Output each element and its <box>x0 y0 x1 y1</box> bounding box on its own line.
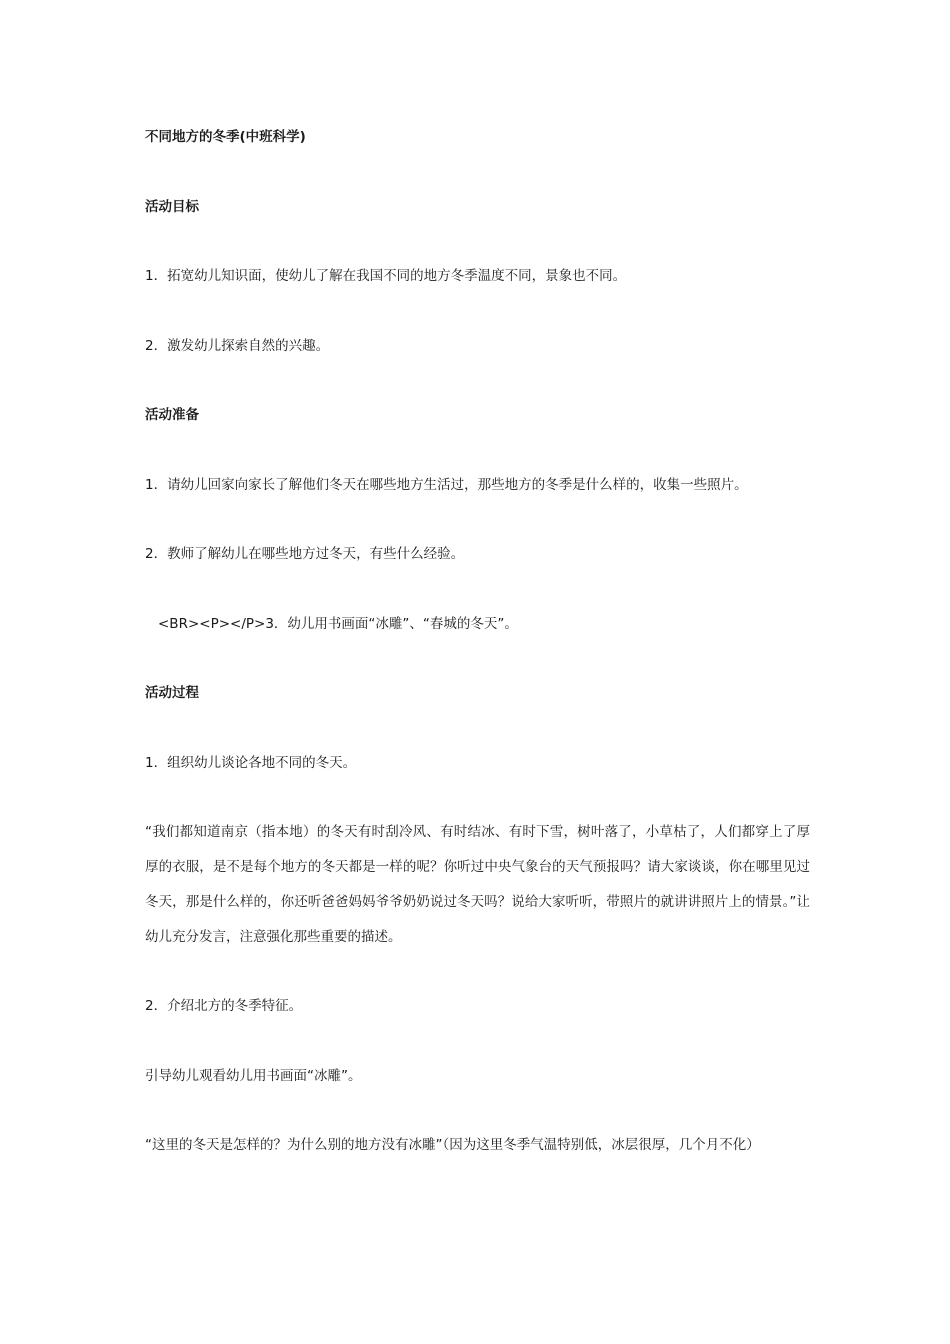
preparation-heading: 活动准备 <box>145 407 199 423</box>
goals-heading: 活动目标 <box>145 199 199 215</box>
process-step-2: 2．介绍北方的冬季特征。 <box>145 998 303 1014</box>
process-heading: 活动过程 <box>145 685 199 701</box>
preparation-item-1: 1．请幼儿回家向家长了解他们冬天在哪些地方生活过，那些地方的冬季是什么样的，收集一些照片。 <box>145 477 748 493</box>
process-step-1: 1．组织幼儿谈论各地不同的冬天。 <box>145 755 357 771</box>
document-title: 不同地方的冬季(中班科学) <box>145 129 306 145</box>
preparation-item-3: <BR><P></P>3．幼儿用书画面“冰雕”、“春城的冬天”。 <box>158 616 518 632</box>
process-step-2-line-2: “这里的冬天是怎样的？为什么别的地方没有冰雕”（因为这里冬季气温特别低，冰层很厚，几个月不化） <box>145 1137 760 1153</box>
preparation-item-2: 2．教师了解幼儿在哪些地方过冬天，有些什么经验。 <box>145 546 465 562</box>
process-step-1-paragraph: “我们都知道南京（指本地）的冬天有时刮冷风、有时结冰、有时下雪，树叶落了，小草枯了，人们都穿上了厚厚的衣服，是不是每个地方的冬天都是一样的呢？你听过中央气象台的天气预报吗？请大家谈谈，你在哪里见过冬天，那是什么样的，你还听爸爸妈妈爷爷奶奶说过冬天吗？说给大家听听，带照片的就讲讲照片上的情景。”让幼儿充分发言，注意强化那些重要的描述。 <box>145 824 810 945</box>
goal-item-2: 2．激发幼儿探索自然的兴趣。 <box>145 338 330 354</box>
goal-item-1: 1．拓宽幼儿知识面，使幼儿了解在我国不同的地方冬季温度不同，景象也不同。 <box>145 268 627 284</box>
process-step-2-line-1: 引导幼儿观看幼儿用书画面“冰雕”。 <box>145 1068 362 1084</box>
